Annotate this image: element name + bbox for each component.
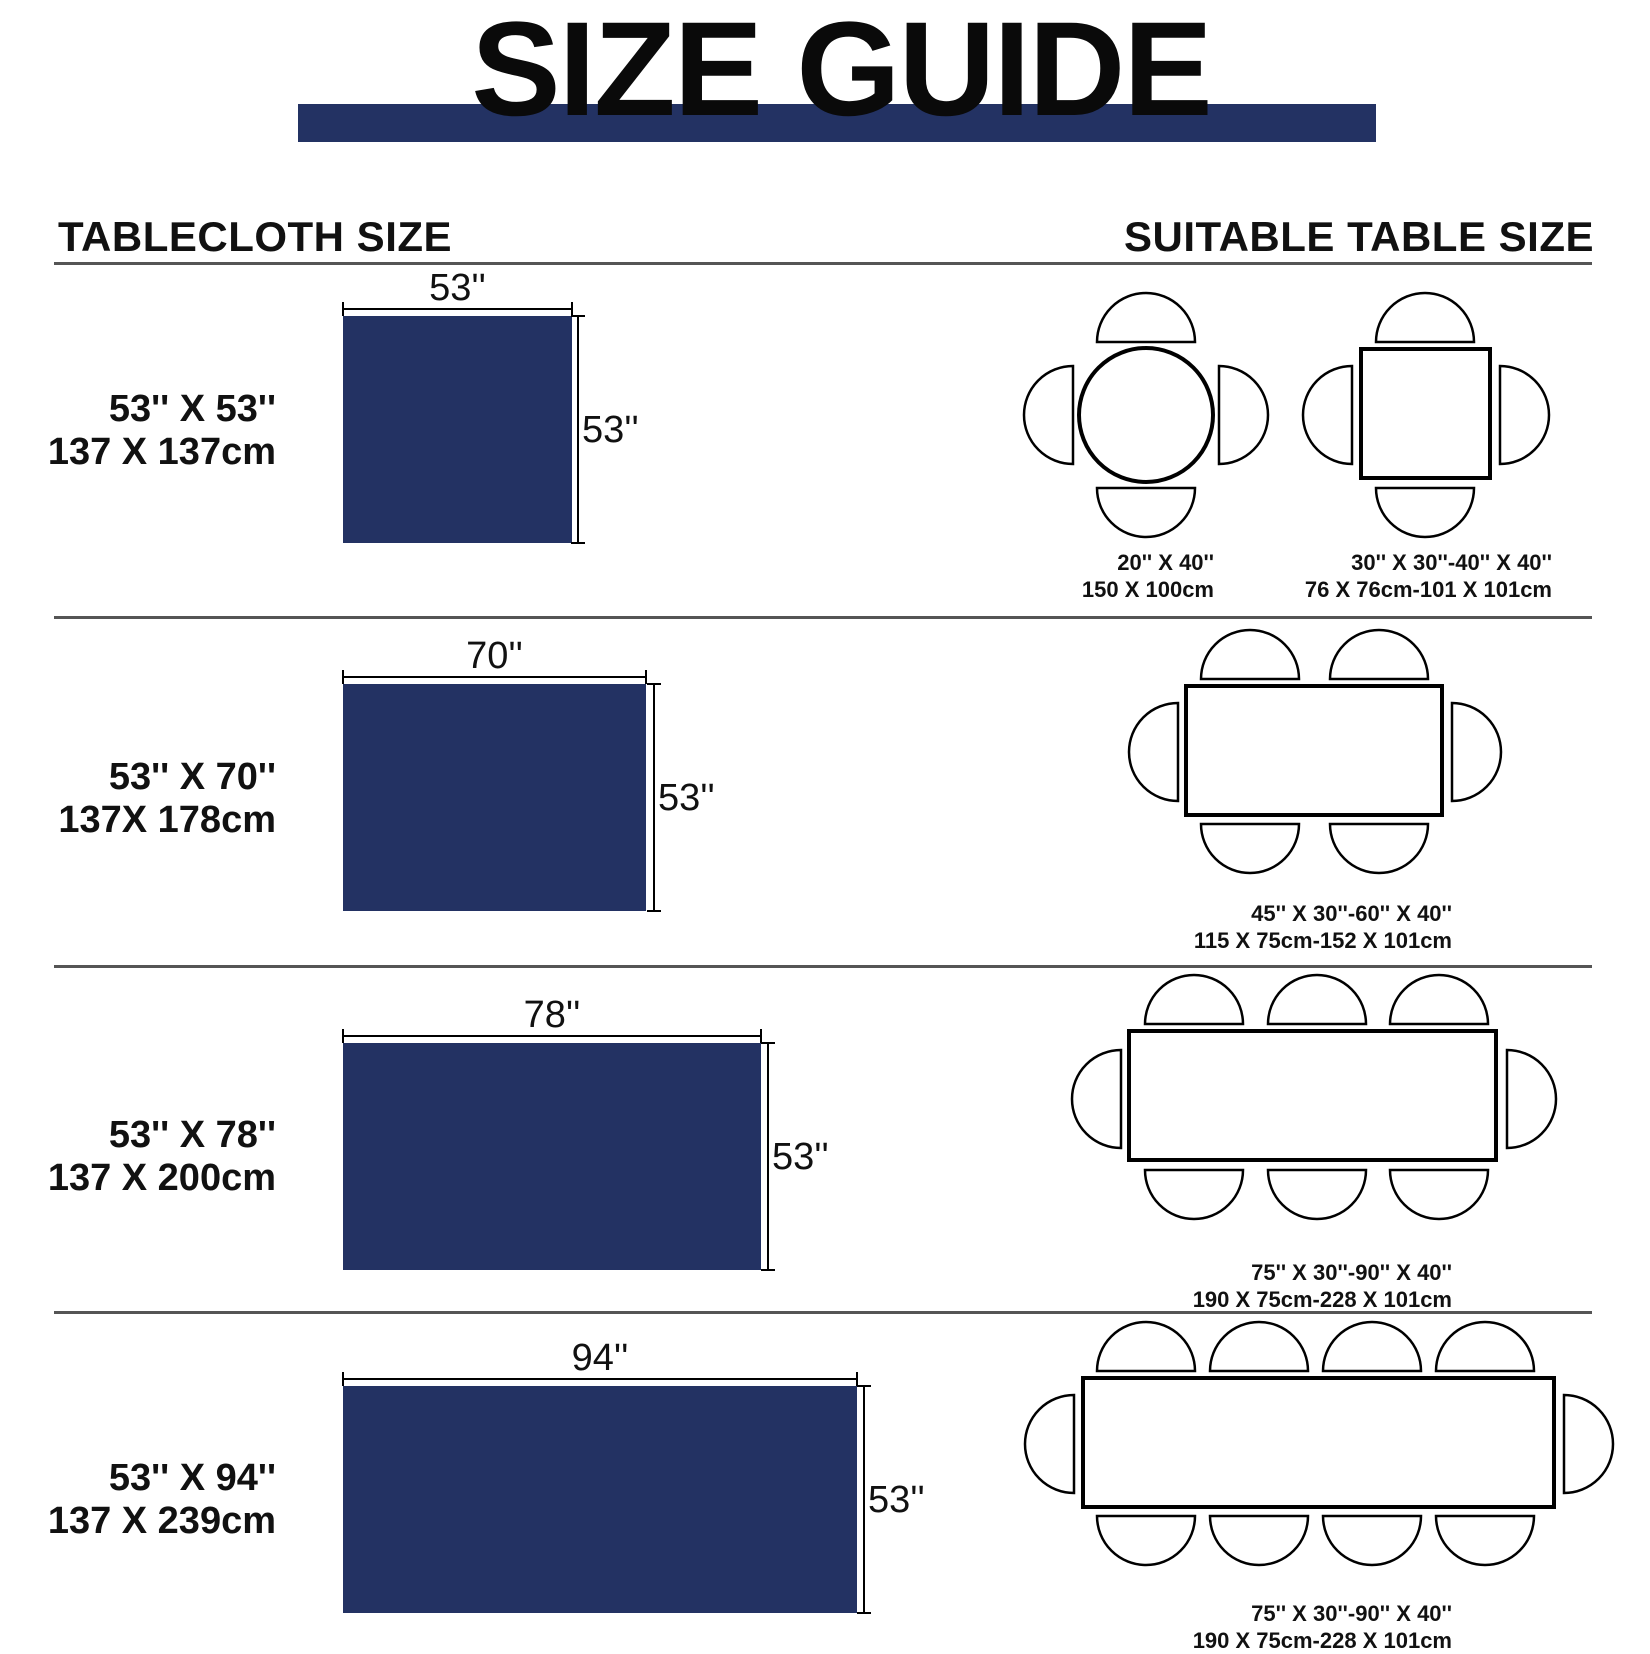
tablecloth-size-heading: TABLECLOTH SIZE <box>58 213 453 260</box>
caption-cm: 190 X 75cm-228 X 101cm <box>1192 1287 1452 1312</box>
table-caption-row-2 <box>1150 900 1452 954</box>
size-cm: 137 X 137cm <box>47 431 276 473</box>
dimension-lines-row-3 <box>343 1029 775 1270</box>
width-dimension-label: 70'' <box>466 635 523 677</box>
page-title: SIZE GUIDE <box>471 0 1211 144</box>
caption-inches: 75'' X 30''-90'' X 40'' <box>1251 1260 1452 1285</box>
size-inches: 53'' X 94'' <box>108 1457 276 1499</box>
rect-table-6-seat-diagram <box>1129 630 1501 873</box>
height-dimension-label: 53'' <box>868 1479 925 1521</box>
suitable-table-size-heading: SUITABLE TABLE SIZE <box>1124 213 1594 260</box>
dimension-lines-row-1 <box>343 302 585 543</box>
size-inches: 53'' X 78'' <box>108 1114 276 1156</box>
size-cm: 137 X 239cm <box>47 1500 276 1542</box>
caption-cm: 76 X 76cm-101 X 101cm <box>1304 577 1552 602</box>
table-caption-row-4 <box>1150 1600 1452 1654</box>
caption-inches: 45'' X 30''-60'' X 40'' <box>1251 901 1452 926</box>
height-dimension-label: 53'' <box>582 409 639 451</box>
caption-inches: 30'' X 30''-40'' X 40'' <box>1351 550 1552 575</box>
size-inches: 53'' X 53'' <box>108 388 276 430</box>
caption-inches: 75'' X 30''-90'' X 40'' <box>1251 1601 1452 1626</box>
dimension-lines-row-2 <box>343 670 661 911</box>
width-dimension-label: 78'' <box>523 994 581 1036</box>
rect-table-10-seat-diagram <box>1025 1322 1613 1565</box>
height-dimension-label: 53'' <box>658 777 715 819</box>
table-caption-row-3 <box>1150 1259 1452 1313</box>
width-dimension-label: 94'' <box>571 1337 629 1379</box>
caption-cm: 190 X 75cm-228 X 101cm <box>1192 1628 1452 1653</box>
table-caption-round <box>1030 549 1214 603</box>
size-cm: 137X 178cm <box>58 799 276 841</box>
size-cm: 137 X 200cm <box>47 1157 276 1199</box>
caption-inches: 20'' X 40'' <box>1117 550 1214 575</box>
height-dimension-label: 53'' <box>772 1136 829 1178</box>
caption-cm: 150 X 100cm <box>1081 577 1214 602</box>
square-table-diagram <box>1303 293 1549 537</box>
width-dimension-label: 53'' <box>429 267 486 309</box>
table-caption-square <box>1260 549 1552 603</box>
size-inches: 53'' X 70'' <box>108 756 276 798</box>
round-table-diagram <box>1024 293 1268 537</box>
caption-cm: 115 X 75cm-152 X 101cm <box>1193 928 1452 953</box>
dimension-lines-row-4 <box>343 1372 871 1613</box>
rect-table-8-seat-diagram <box>1072 975 1556 1219</box>
